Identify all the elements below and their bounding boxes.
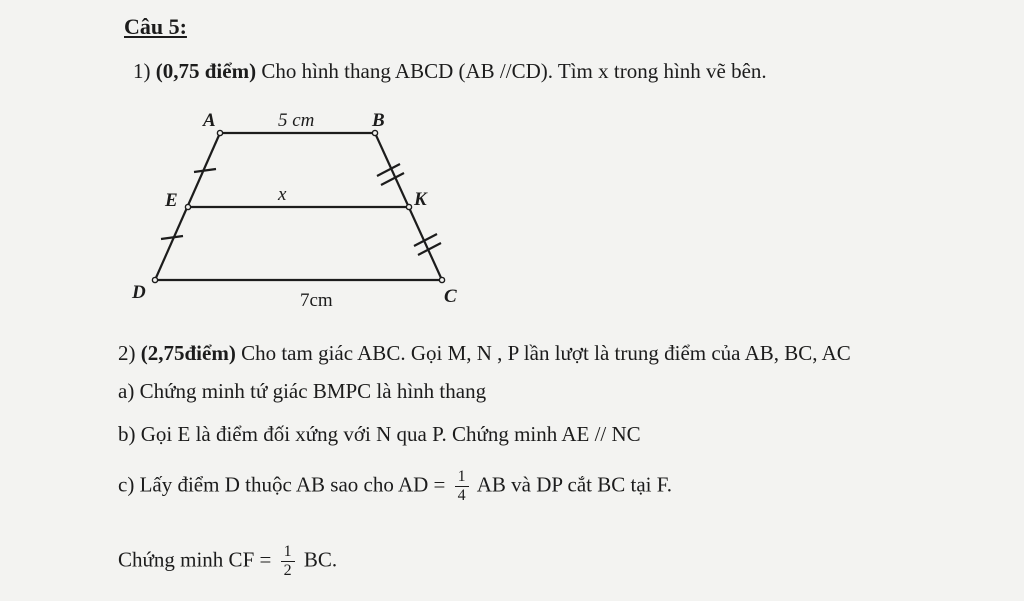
tick-ae — [194, 169, 216, 172]
label-b: B — [372, 110, 385, 131]
fraction-one-quarter — [455, 468, 469, 505]
part-c-suffix: AB và DP cắt BC tại F. — [476, 472, 673, 497]
label-e: E — [165, 190, 178, 211]
part-c-prefix: c) Lấy điểm D thuộc AB sao cho AD = — [118, 472, 446, 497]
trapezoid-figure — [120, 100, 500, 320]
fraction-denominator: 4 — [457, 487, 466, 504]
part2-points: (2,75điểm) — [140, 341, 236, 365]
label-x: x — [278, 184, 287, 205]
part-a-statement: a) Chứng minh tứ giác BMPC là hình thang — [118, 379, 487, 403]
tick-bk-2 — [381, 173, 404, 185]
part-d-suffix: BC. — [303, 547, 338, 572]
part2-statement — [118, 340, 851, 366]
label-dc-length: 7cm — [300, 290, 333, 311]
vertex-e-dot — [185, 204, 190, 209]
part1-text: Cho hình thang ABCD (AB //CD). Tìm x trong hình vẽ bên. — [261, 59, 767, 83]
part-c-statement — [118, 468, 672, 505]
question-title: Câu 5: — [124, 14, 187, 39]
label-c: C — [444, 286, 457, 307]
part-b-statement: b) Gọi E là điểm đối xứng với N qua P. Chứng minh AE // NC — [118, 422, 641, 446]
label-d: D — [132, 282, 146, 303]
fraction-one-half — [281, 543, 295, 580]
part-d-statement — [118, 543, 337, 580]
vertex-k-dot — [406, 204, 411, 209]
part1-statement — [133, 58, 767, 84]
vertex-d-dot — [152, 277, 157, 282]
fraction-denominator: 2 — [283, 562, 292, 579]
tick-ed — [161, 236, 183, 239]
vertex-a-dot — [217, 130, 222, 135]
part-d-prefix: Chứng minh CF = — [118, 547, 272, 572]
label-k: K — [414, 189, 427, 210]
fraction-numerator: 1 — [455, 468, 469, 487]
vertex-c-dot — [439, 277, 444, 282]
part2-text: Cho tam giác ABC. Gọi M, N , P lần lượt là trung điểm của AB, BC, AC — [241, 341, 851, 365]
part1-number: 1) — [133, 59, 151, 83]
vertex-b-dot — [372, 130, 377, 135]
fraction-numerator: 1 — [281, 543, 295, 562]
label-ab-length: 5 cm — [278, 110, 315, 131]
label-a: A — [203, 110, 216, 131]
tick-bk-1 — [377, 164, 400, 176]
part1-points: (0,75 điểm) — [155, 59, 257, 83]
part2-number: 2) — [118, 341, 136, 365]
